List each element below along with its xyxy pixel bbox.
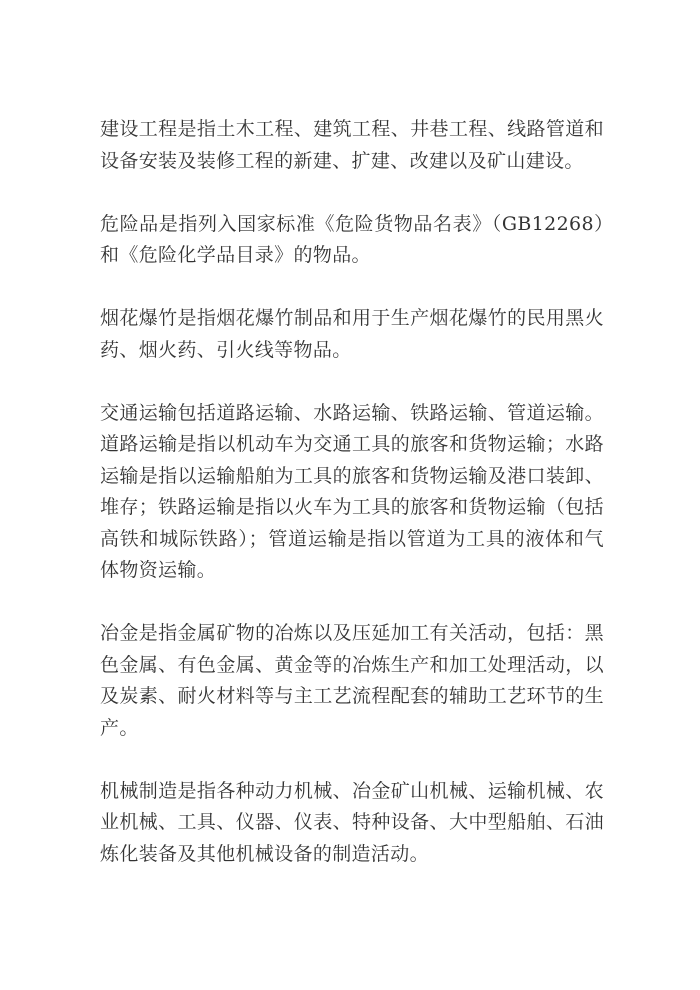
paragraph-metallurgy: 冶金是指金属矿物的冶炼以及压延加工有关活动，包括：黑色金属、有色金属、黄金等的冶炼生产和加工处理活动，以及炭素、耐火材料等与主工艺流程配套的辅助工艺环节的生产。: [100, 622, 604, 739]
paragraph-construction-engineering: 建设工程是指土木工程、建筑工程、井巷工程、线路管道和设备安装及装修工程的新建、扩建、改建以及矿山建设。: [100, 118, 604, 172]
paragraph-dangerous-goods: 危险品是指列入国家标准《危险货物品名表》（GB12268）和《危险化学品目录》的物品。: [100, 212, 604, 266]
paragraph-transportation: 交通运输包括道路运输、水路运输、铁路运输、管道运输。道路运输是指以机动车为交通工具的旅客和货物运输；水路运输是指以运输船舶为工具的旅客和货物运输及港口装卸、堆存；铁路运输是指以火车为工具的旅客和货物运输（包括高铁和城际铁路）；管道运输是指以管道为工具的液体和气体物资运输。: [100, 401, 604, 581]
document-text-block: [100, 114, 604, 870]
paragraph-fireworks: 烟花爆竹是指烟花爆竹制品和用于生产烟花爆竹的民用黑火药、烟火药、引火线等物品。: [100, 307, 604, 361]
paragraph-machinery-manufacturing: 机械制造是指各种动力机械、冶金矿山机械、运输机械、农业机械、工具、仪器、仪表、特种设备、大中型船舶、石油炼化装备及其他机械设备的制造活动。: [100, 779, 604, 865]
